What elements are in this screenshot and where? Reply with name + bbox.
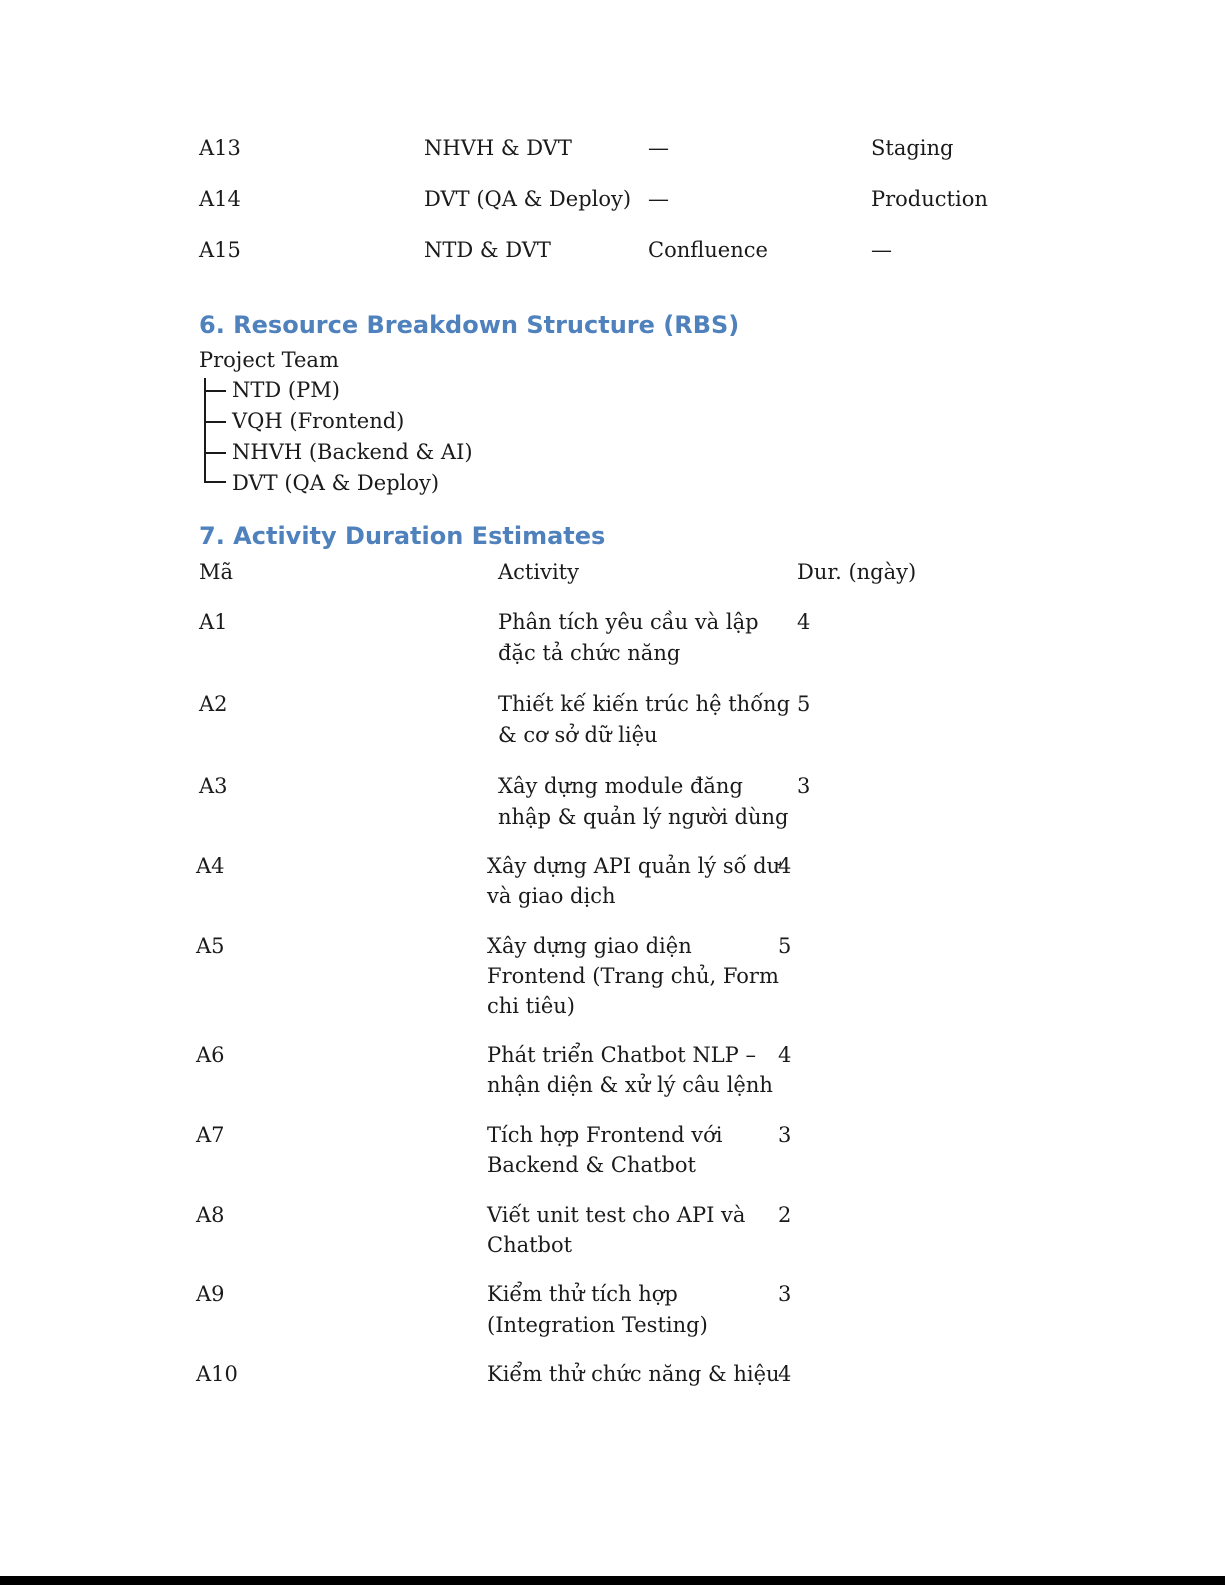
activity-line: Thiết kế kiến trúc hệ thống [498,692,791,716]
column-header: Activity [498,560,579,584]
activity-line: Frontend (Trang chủ, Form [487,964,779,988]
duration: 4 [778,1043,792,1067]
activity-line: (Integration Testing) [487,1313,708,1337]
activity-line: Kiểm thử chức năng & hiệu [487,1362,780,1386]
col4-value: Staging [871,136,954,160]
activity-id: A6 [196,1043,225,1067]
tree-branch [204,390,226,392]
tree-branch [204,421,226,423]
activity-line: & cơ sở dữ liệu [498,723,658,747]
duration: 4 [778,854,792,878]
duration: 5 [778,934,792,958]
col3-value: Confluence [648,238,768,262]
rbs-item: NHVH (Backend & AI) [232,440,473,464]
activity-id: A2 [199,692,228,716]
rbs-item: DVT (QA & Deploy) [232,471,440,495]
activity-id: A13 [199,136,241,160]
tree-trunk [204,378,206,482]
activity-line: Tích hợp Frontend với [487,1123,723,1147]
rbs-item: NTD (PM) [232,378,340,402]
activity-id: A14 [199,187,241,211]
activity-line: nhập & quản lý người dùng [498,805,789,829]
activity-line: Viết unit test cho API và [487,1203,746,1227]
duration: 4 [797,610,811,634]
activity-line: nhận diện & xử lý câu lệnh [487,1073,773,1097]
col4-value: Production [871,187,988,211]
column-header: Dur. (ngày) [797,560,917,584]
activity-id: A9 [196,1282,225,1306]
duration: 4 [778,1362,792,1386]
duration: 5 [797,692,811,716]
activity-id: A3 [199,774,228,798]
activity-line: Xây dựng giao diện [487,934,692,958]
activity-line: đặc tả chức năng [498,641,681,665]
activity-line: và giao dịch [487,884,616,908]
activity-line: Kiểm thử tích hợp [487,1282,678,1306]
tree-branch [204,481,226,483]
col3-value: — [648,187,669,211]
activity-id: A8 [196,1203,225,1227]
duration: 3 [797,774,811,798]
col4-value: — [871,238,892,262]
activity-id: A7 [196,1123,225,1147]
activity-id: A15 [199,238,241,262]
rbs-item: VQH (Frontend) [232,409,405,433]
activity-line: Backend & Chatbot [487,1153,696,1177]
ade-heading: 7. Activity Duration Estimates [199,522,606,550]
activity-line: Phân tích yêu cầu và lập [498,610,759,634]
duration: 2 [778,1203,792,1227]
column-header: Mã [199,560,234,584]
activity-line: Xây dựng module đăng [498,774,743,798]
activity-id: A10 [196,1362,238,1386]
responsible: NHVH & DVT [424,136,572,160]
activity-line: Chatbot [487,1233,573,1257]
activity-line: Xây dựng API quản lý số dư [487,854,781,878]
activity-line: Phát triển Chatbot NLP – [487,1043,756,1067]
activity-id: A4 [196,854,225,878]
duration: 3 [778,1282,792,1306]
rbs-root: Project Team [199,348,339,372]
page-bottom-border [0,1576,1225,1585]
activity-id: A1 [199,610,228,634]
responsible: NTD & DVT [424,238,551,262]
duration: 3 [778,1123,792,1147]
activity-id: A5 [196,934,225,958]
col3-value: — [648,136,669,160]
responsible: DVT (QA & Deploy) [424,187,632,211]
rbs-heading: 6. Resource Breakdown Structure (RBS) [199,311,740,339]
activity-line: chi tiêu) [487,994,575,1018]
tree-branch [204,452,226,454]
